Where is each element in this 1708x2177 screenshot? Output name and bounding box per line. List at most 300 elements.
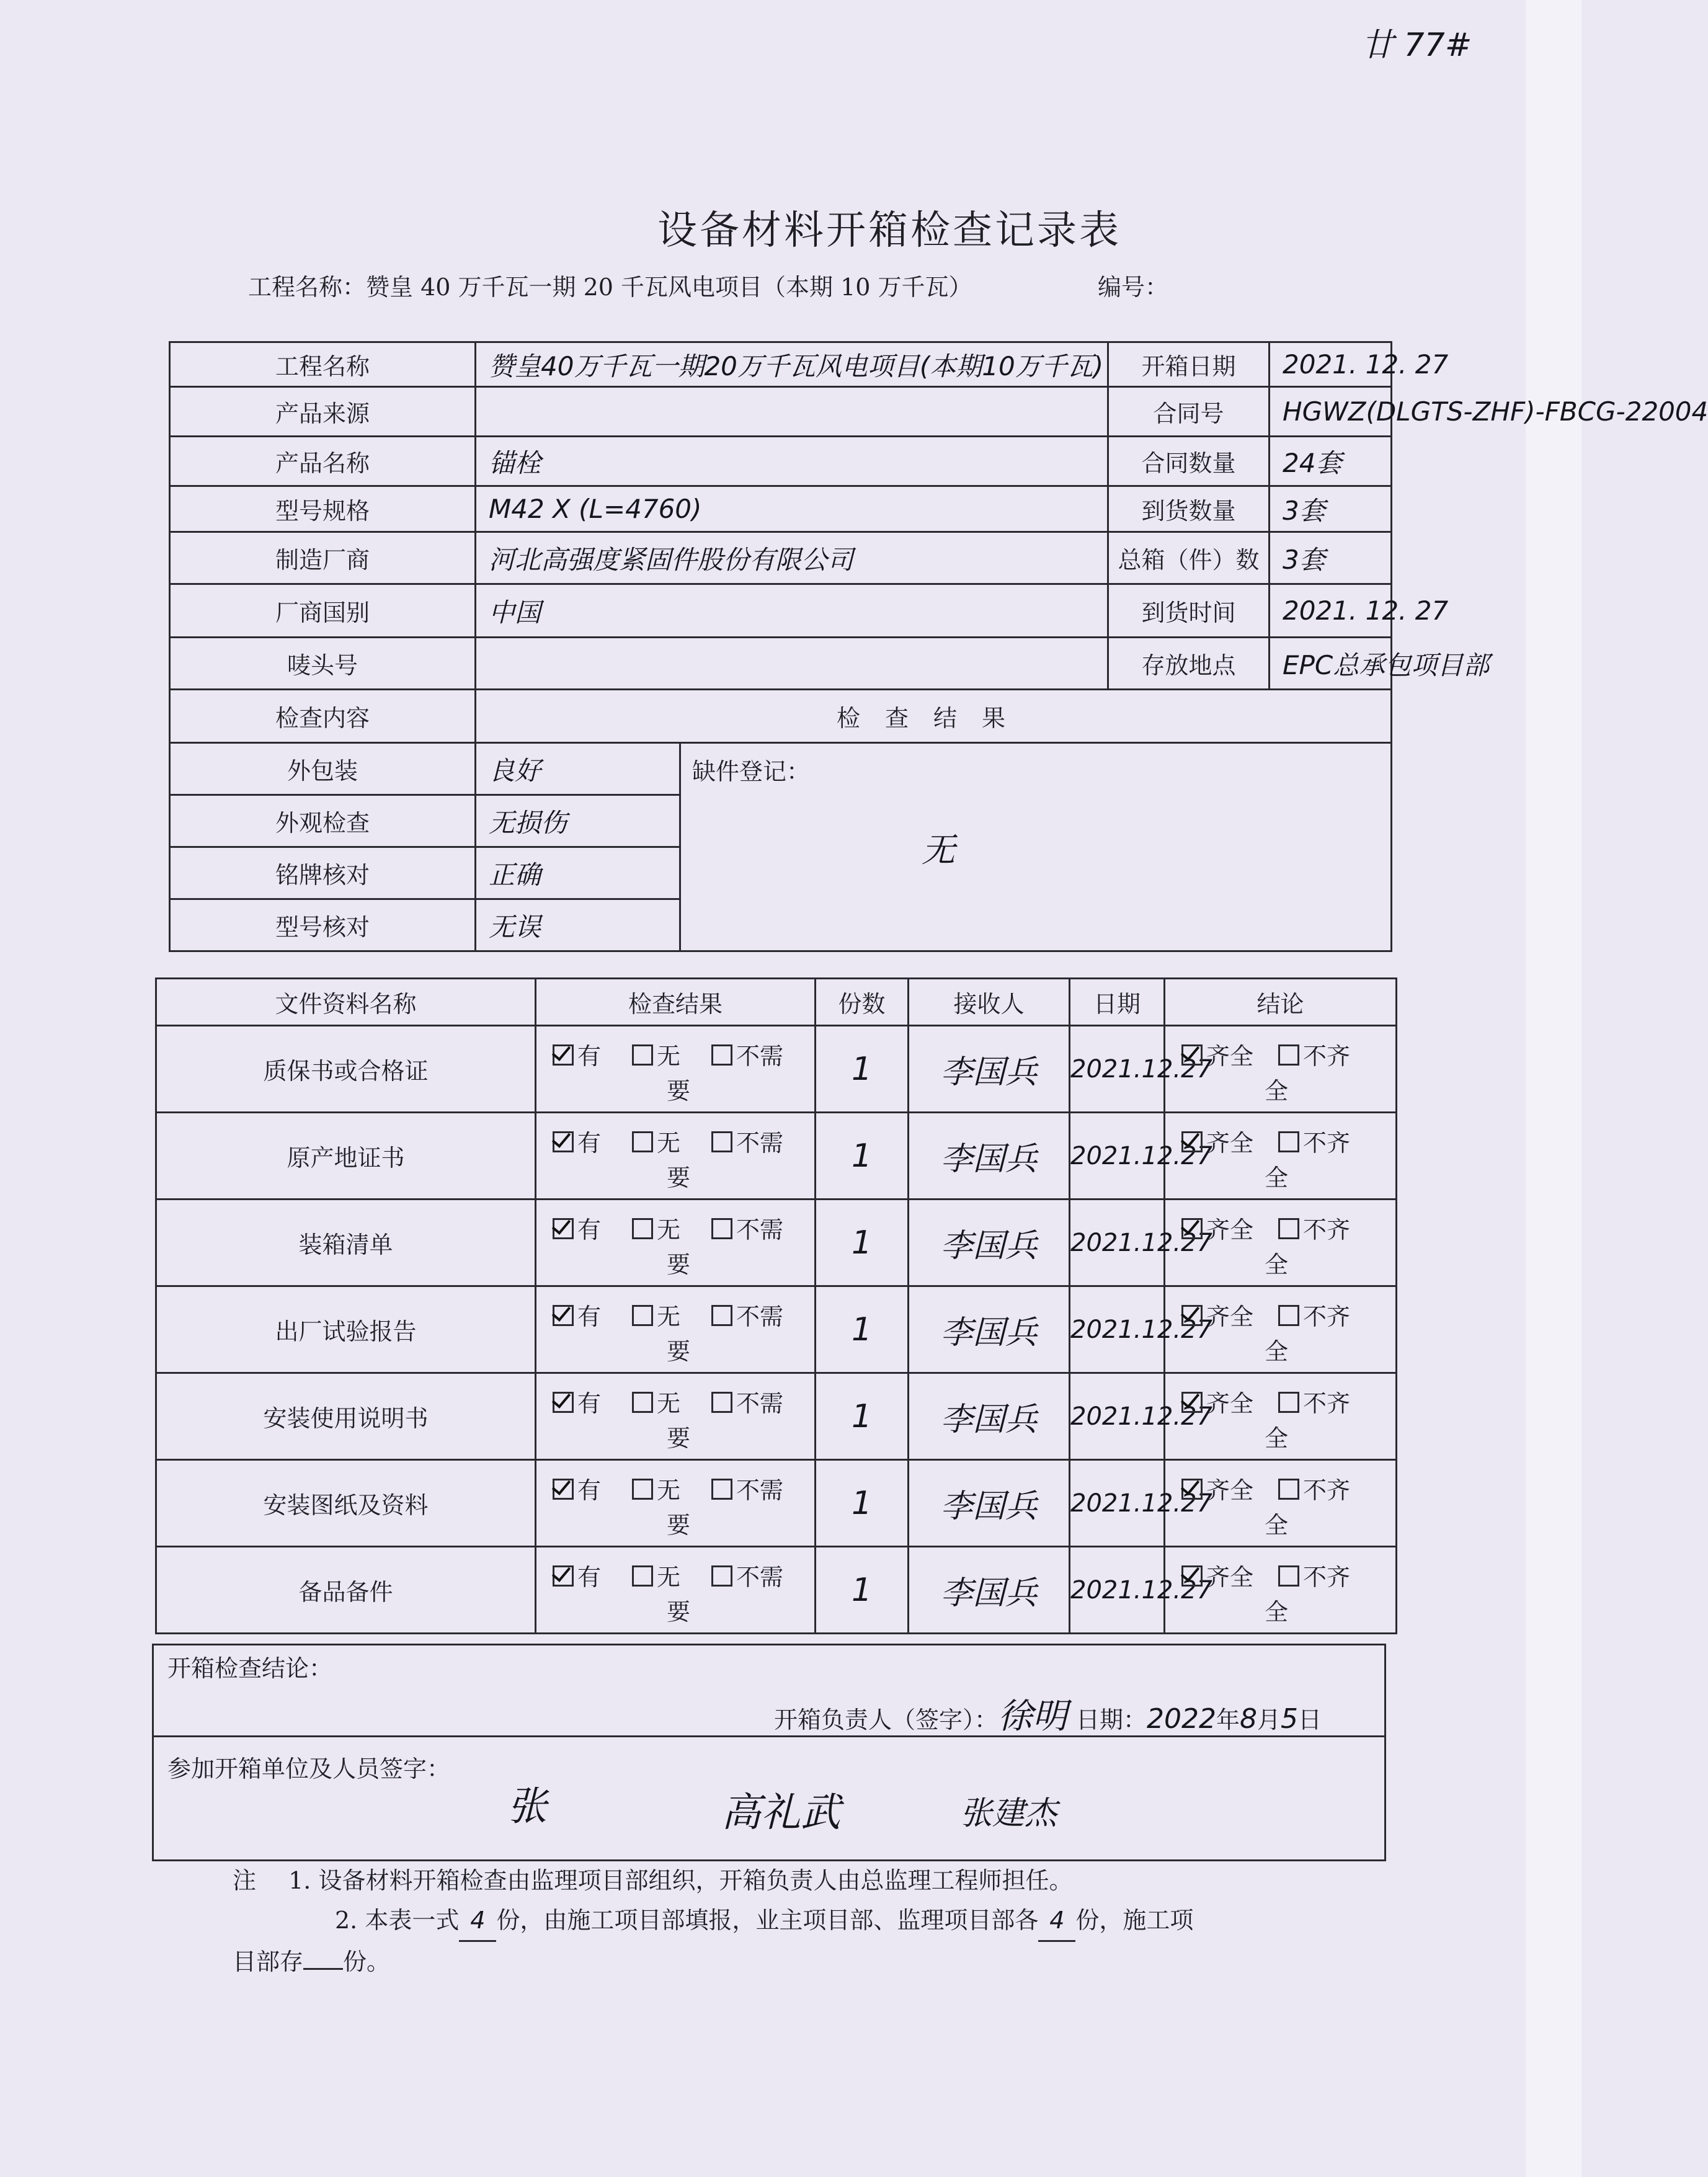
doc-date: 2021.12.27 — [1070, 1402, 1213, 1431]
checkbox-checked-icon — [553, 1044, 574, 1066]
date-day: 5 — [1281, 1703, 1299, 1735]
doc-name: 出厂试验报告 — [275, 1318, 417, 1345]
info-value-cell — [476, 486, 1108, 532]
doc-copies: 1 — [851, 1484, 873, 1522]
option-have-label: 有 — [577, 1216, 602, 1244]
docs-header-receiver-cell — [909, 979, 1070, 1026]
doc-date-cell — [1070, 1026, 1213, 1113]
responsible-label: 开箱负责人（签字）： — [774, 1706, 999, 1734]
check-label-cell — [170, 899, 476, 951]
note-line-1 — [233, 1861, 1349, 1900]
option-not-needed-label: 不需 — [736, 1043, 784, 1070]
check-label: 型号核对 — [275, 914, 370, 941]
info-label-cell — [170, 584, 476, 638]
option-not-needed — [711, 1213, 783, 1247]
option-have-label: 有 — [577, 1303, 602, 1330]
note-3-text-a: 目部存 — [233, 1948, 304, 1975]
option-none-label: 无 — [657, 1303, 681, 1330]
doc-receiver-cell — [909, 1200, 1070, 1286]
conclusion-incomplete — [1278, 1299, 1350, 1334]
doc-name: 质保书或合格证 — [263, 1057, 429, 1085]
conclusion-incomplete-label: 不齐 — [1303, 1303, 1351, 1330]
conclusion-incomplete-label: 不齐 — [1303, 1216, 1351, 1244]
checkbox-empty-icon — [1278, 1479, 1299, 1500]
option-have — [553, 1126, 601, 1160]
option-not-needed — [711, 1126, 783, 1160]
check-value-cell — [476, 743, 680, 795]
note-prefix: 注 — [233, 1867, 257, 1894]
number-label: 编号： — [1098, 274, 1169, 301]
participants-label: 参加开箱单位及人员签字： — [167, 1755, 451, 1783]
doc-name: 装箱清单 — [298, 1231, 393, 1258]
conclusion-incomplete-wrap: 全 — [1265, 1338, 1289, 1365]
info-right-value: 3套 — [1283, 544, 1325, 575]
docs-row — [156, 1373, 1397, 1460]
doc-receiver-cell — [909, 1460, 1070, 1547]
doc-name-cell — [156, 1373, 536, 1460]
doc-check-cell — [536, 1547, 816, 1634]
option-have — [553, 1386, 601, 1421]
note-2-text-b: 份，由施工项目部填报，业主项目部、监理项目部各 — [496, 1907, 1039, 1934]
conclusion-table — [152, 1644, 1386, 1861]
conclusion-complete — [1181, 1386, 1253, 1421]
conclusion-incomplete — [1278, 1126, 1350, 1160]
month-suffix: 月 — [1257, 1706, 1281, 1734]
info-right-label: 到货数量 — [1141, 497, 1236, 525]
docs-header-name: 文件资料名称 — [275, 991, 417, 1018]
participant-signature-2: 高礼武 — [721, 1790, 840, 1836]
option-not-needed-label: 不需 — [736, 1303, 784, 1330]
option-none-wrap: 要 — [667, 1425, 691, 1452]
conclusion-incomplete-label: 不齐 — [1303, 1390, 1351, 1417]
checkbox-checked-icon — [1181, 1565, 1203, 1587]
note-1-text: 1. 设备材料开箱检查由监理项目部组织，开箱负责人由总监理工程师担任。 — [288, 1867, 1073, 1894]
participant-signature-1: 张 — [507, 1784, 547, 1830]
info-value-cell — [476, 437, 1108, 486]
doc-receiver-cell — [909, 1547, 1070, 1634]
doc-conclusion-cell — [1165, 1200, 1397, 1286]
doc-copies-cell — [816, 1200, 909, 1286]
info-left-value: 中国 — [489, 597, 541, 628]
checkbox-empty-icon — [632, 1392, 653, 1413]
conclusion-cell — [153, 1645, 1386, 1737]
docs-row — [156, 1026, 1397, 1113]
conclusion-complete — [1181, 1126, 1253, 1160]
info-right-value: 2021. 12. 27 — [1283, 595, 1449, 626]
checkbox-checked-icon — [1181, 1479, 1203, 1500]
doc-conclusion-cell — [1165, 1373, 1397, 1460]
option-have-label: 有 — [577, 1129, 602, 1157]
docs-header-row — [156, 979, 1397, 1026]
info-right-value-cell — [1270, 584, 1449, 638]
option-none-wrap: 要 — [667, 1338, 691, 1365]
conclusion-incomplete — [1278, 1386, 1350, 1421]
doc-copies-cell — [816, 1286, 909, 1373]
docs-header-conclusion: 结论 — [1257, 991, 1304, 1018]
note-line-3 — [233, 1942, 1349, 1982]
info-right-label: 合同数量 — [1141, 450, 1236, 477]
doc-date: 2021.12.27 — [1070, 1575, 1213, 1605]
option-not-needed-label: 不需 — [736, 1216, 784, 1244]
info-left-value: M42 X (L=4760) — [489, 494, 702, 524]
option-have — [553, 1213, 601, 1247]
checkbox-checked-icon — [553, 1565, 574, 1587]
checkbox-checked-icon — [1181, 1044, 1203, 1066]
option-not-needed — [711, 1299, 783, 1334]
doc-check-cell — [536, 1460, 816, 1547]
info-label-cell — [170, 638, 476, 690]
check-value-cell — [476, 795, 680, 847]
note-3-blank — [303, 1968, 343, 1970]
option-none-label: 无 — [657, 1129, 681, 1157]
conclusion-complete — [1181, 1299, 1253, 1334]
conclusion-incomplete-wrap: 全 — [1265, 1511, 1289, 1539]
doc-conclusion-cell — [1165, 1113, 1397, 1200]
conclusion-complete-label: 齐全 — [1206, 1129, 1254, 1157]
option-none-label: 无 — [657, 1216, 681, 1244]
info-row — [170, 437, 1392, 486]
info-value-cell — [476, 387, 1108, 437]
info-right-value: HGWZ(DLGTS-ZHF)-FBCG-22004 — [1283, 396, 1708, 427]
documents-table — [155, 977, 1397, 1634]
check-result-header: 检查结果 — [837, 705, 1031, 732]
info-left-label: 制造厂商 — [275, 546, 370, 574]
conclusion-complete — [1181, 1039, 1253, 1074]
info-row — [170, 486, 1392, 532]
info-left-label: 型号规格 — [275, 497, 370, 525]
docs-header-copies: 份数 — [838, 991, 886, 1018]
info-right-value: EPC总承包项目部 — [1283, 649, 1490, 680]
option-none-wrap: 要 — [667, 1598, 691, 1626]
note-3-text-b: 份。 — [343, 1948, 391, 1975]
option-none-wrap: 要 — [667, 1511, 691, 1539]
info-right-label-cell — [1108, 437, 1270, 486]
doc-date-cell — [1070, 1200, 1213, 1286]
option-none-label: 无 — [657, 1390, 681, 1417]
info-right-label: 存放地点 — [1141, 652, 1236, 679]
info-table — [169, 341, 1708, 952]
responsible-signature: 徐明 — [998, 1696, 1068, 1737]
docs-header-conclusion-cell — [1165, 979, 1397, 1026]
doc-receiver-signature: 李国兵 — [940, 1401, 1038, 1438]
note-2-copies: 4 — [459, 1900, 496, 1942]
year-suffix: 年 — [1216, 1706, 1240, 1734]
doc-check-cell — [536, 1200, 816, 1286]
info-right-label: 总箱（件）数 — [1118, 546, 1260, 574]
doc-date: 2021.12.27 — [1070, 1054, 1213, 1084]
checkbox-checked-icon — [553, 1305, 574, 1326]
info-value-cell — [476, 532, 1108, 584]
doc-copies-cell — [816, 1026, 909, 1113]
option-have-label: 有 — [577, 1477, 602, 1504]
doc-name: 安装使用说明书 — [263, 1405, 429, 1432]
conclusion-complete-label: 齐全 — [1206, 1303, 1254, 1330]
info-right-value: 3套 — [1283, 495, 1325, 526]
check-content-label-cell — [170, 690, 476, 743]
doc-check-cell — [536, 1113, 816, 1200]
check-result-header-cell — [476, 690, 1392, 743]
info-right-label-cell — [1108, 638, 1270, 690]
option-not-needed — [711, 1560, 783, 1595]
conclusion-incomplete-wrap: 全 — [1265, 1077, 1289, 1105]
info-right-value-cell — [1270, 638, 1490, 690]
scan-edge-shade — [1526, 0, 1581, 2177]
check-header-row — [170, 690, 1392, 743]
project-name-value: 赞皇 40 万千瓦一期 20 千瓦风电项目（本期 10 万千瓦） — [366, 274, 972, 301]
option-none-wrap: 要 — [667, 1164, 691, 1191]
check-content-label: 检查内容 — [275, 705, 370, 732]
option-not-needed-label: 不需 — [736, 1390, 784, 1417]
info-right-label-cell — [1108, 342, 1270, 387]
option-none-label: 无 — [657, 1477, 681, 1504]
doc-conclusion-cell — [1165, 1547, 1397, 1634]
option-have-label: 有 — [577, 1390, 602, 1417]
conclusion-complete — [1181, 1473, 1253, 1508]
doc-copies-cell — [816, 1113, 909, 1200]
note-2-text-c: 份，施工项 — [1075, 1907, 1194, 1934]
checkbox-empty-icon — [632, 1479, 653, 1500]
checkbox-empty-icon — [711, 1305, 732, 1326]
doc-receiver-cell — [909, 1026, 1070, 1113]
check-label: 外观检查 — [275, 809, 370, 837]
checkbox-checked-icon — [1181, 1392, 1203, 1413]
doc-name-cell — [156, 1113, 536, 1200]
doc-receiver-signature: 李国兵 — [940, 1314, 1038, 1351]
doc-date: 2021.12.27 — [1070, 1141, 1213, 1170]
checkbox-empty-icon — [1278, 1305, 1299, 1326]
info-row — [170, 584, 1392, 638]
docs-header-result: 检查结果 — [628, 991, 723, 1018]
info-right-value: 2021. 12. 27 — [1283, 349, 1449, 380]
docs-header-date-cell — [1070, 979, 1165, 1026]
info-right-value-cell — [1270, 387, 1708, 437]
info-right-label-cell — [1108, 486, 1270, 532]
check-label-cell — [170, 847, 476, 899]
option-not-needed-label: 不需 — [736, 1129, 784, 1157]
info-right-value-cell — [1270, 486, 1392, 532]
doc-conclusion-cell — [1165, 1026, 1397, 1113]
conclusion-complete-label: 齐全 — [1206, 1043, 1254, 1070]
info-left-value: 河北高强度紧固件股份有限公司 — [489, 544, 854, 575]
checkbox-empty-icon — [632, 1305, 653, 1326]
conclusion-incomplete — [1278, 1213, 1350, 1247]
check-value-cell — [476, 847, 680, 899]
doc-receiver-cell — [909, 1286, 1070, 1373]
conclusion-complete-label: 齐全 — [1206, 1390, 1254, 1417]
info-right-label: 开箱日期 — [1141, 353, 1236, 380]
option-have — [553, 1039, 601, 1074]
check-value: 无误 — [489, 911, 541, 942]
info-value-cell — [476, 584, 1108, 638]
info-left-label: 产品来源 — [275, 400, 370, 427]
doc-copies: 1 — [851, 1571, 873, 1609]
info-right-label-cell — [1108, 387, 1270, 437]
notes-section — [233, 1861, 1349, 1982]
checkbox-empty-icon — [1278, 1044, 1299, 1066]
info-value-cell — [476, 638, 1108, 690]
form-subtitle — [248, 268, 1169, 302]
conclusion-complete — [1181, 1560, 1253, 1595]
checkbox-checked-icon — [553, 1131, 574, 1152]
checkbox-checked-icon — [553, 1479, 574, 1500]
doc-receiver-signature: 李国兵 — [940, 1488, 1038, 1525]
checkbox-empty-icon — [632, 1565, 653, 1587]
check-value: 无损伤 — [489, 807, 567, 838]
doc-date-cell — [1070, 1547, 1213, 1634]
conclusion-incomplete-label: 不齐 — [1303, 1477, 1351, 1504]
checkbox-empty-icon — [711, 1479, 732, 1500]
checkbox-empty-icon — [632, 1131, 653, 1152]
checkbox-empty-icon — [1278, 1218, 1299, 1239]
conclusion-incomplete — [1278, 1473, 1350, 1508]
conclusion-incomplete-wrap: 全 — [1265, 1251, 1289, 1278]
corner-handwritten-mark: 廿 77# — [1361, 27, 1472, 64]
conclusion-complete-label: 齐全 — [1206, 1216, 1254, 1244]
conclusion-complete-label: 齐全 — [1206, 1477, 1254, 1504]
checkbox-checked-icon — [1181, 1131, 1203, 1152]
date-year: 2022 — [1147, 1703, 1217, 1735]
doc-check-cell — [536, 1373, 816, 1460]
participants-cell — [153, 1737, 1386, 1861]
project-name-label: 工程名称： — [248, 274, 367, 301]
doc-name-cell — [156, 1547, 536, 1634]
info-left-label: 唛头号 — [287, 652, 358, 679]
info-label-cell — [170, 342, 476, 387]
check-value: 正确 — [489, 859, 541, 890]
info-row — [170, 532, 1392, 584]
doc-date: 2021.12.27 — [1070, 1489, 1213, 1518]
checkbox-empty-icon — [632, 1044, 653, 1066]
doc-check-cell — [536, 1286, 816, 1373]
docs-header-copies-cell — [816, 979, 909, 1026]
conclusion-incomplete-wrap: 全 — [1265, 1164, 1289, 1191]
option-none — [632, 1299, 680, 1334]
doc-name: 备品备件 — [298, 1578, 393, 1606]
date-label: 日期： — [1076, 1706, 1147, 1734]
conclusion-incomplete-wrap: 全 — [1265, 1425, 1289, 1452]
doc-receiver-signature: 李国兵 — [940, 1575, 1038, 1612]
option-not-needed — [711, 1386, 783, 1421]
checkbox-empty-icon — [632, 1218, 653, 1239]
info-right-label: 到货时间 — [1141, 599, 1236, 626]
check-value-cell — [476, 899, 680, 951]
doc-name: 原产地证书 — [287, 1144, 405, 1172]
missing-parts-cell — [680, 743, 1392, 951]
docs-header-result-cell — [536, 979, 816, 1026]
responsible-line — [774, 1689, 1322, 1738]
conclusion-complete — [1181, 1213, 1253, 1247]
docs-header-date: 日期 — [1093, 991, 1141, 1018]
checkbox-checked-icon — [553, 1392, 574, 1413]
doc-receiver-cell — [909, 1113, 1070, 1200]
doc-name-cell — [156, 1026, 536, 1113]
doc-copies: 1 — [851, 1137, 873, 1175]
option-have-label: 有 — [577, 1043, 602, 1070]
info-left-label: 工程名称 — [275, 353, 370, 380]
conclusion-incomplete — [1278, 1560, 1350, 1595]
conclusion-incomplete-wrap: 全 — [1265, 1598, 1289, 1626]
doc-date-cell — [1070, 1113, 1213, 1200]
option-none — [632, 1386, 680, 1421]
checkbox-empty-icon — [1278, 1392, 1299, 1413]
check-label: 外包装 — [287, 757, 358, 785]
doc-receiver-signature: 李国兵 — [940, 1141, 1038, 1178]
doc-name-cell — [156, 1460, 536, 1547]
doc-name-cell — [156, 1286, 536, 1373]
note-line-2 — [233, 1900, 1349, 1942]
option-none-label: 无 — [657, 1043, 681, 1070]
doc-receiver-signature: 李国兵 — [940, 1054, 1038, 1091]
docs-header-name-cell — [156, 979, 536, 1026]
option-none — [632, 1039, 680, 1074]
doc-date: 2021.12.27 — [1070, 1228, 1213, 1257]
option-none — [632, 1473, 680, 1508]
doc-check-cell — [536, 1026, 816, 1113]
info-right-label-cell — [1108, 584, 1270, 638]
checkbox-empty-icon — [711, 1565, 732, 1587]
info-label-cell — [170, 437, 476, 486]
option-have — [553, 1560, 601, 1595]
conclusion-complete-label: 齐全 — [1206, 1564, 1254, 1591]
info-row — [170, 387, 1392, 437]
info-value-cell — [476, 342, 1108, 387]
info-left-value: 锚栓 — [489, 447, 541, 478]
conclusion-incomplete — [1278, 1039, 1350, 1074]
check-row — [170, 743, 1392, 795]
doc-name-cell — [156, 1200, 536, 1286]
docs-header-receiver: 接收人 — [953, 991, 1025, 1018]
doc-date: 2021.12.27 — [1070, 1315, 1213, 1344]
note-2-text-a: 2. 本表一式 — [335, 1907, 460, 1934]
option-none — [632, 1560, 680, 1595]
checkbox-empty-icon — [711, 1044, 732, 1066]
note-2-each: 4 — [1038, 1900, 1075, 1942]
doc-copies: 1 — [851, 1224, 873, 1262]
form-title: 设备材料开箱检查记录表 — [657, 208, 1121, 254]
docs-row — [156, 1113, 1397, 1200]
checkbox-empty-icon — [1278, 1131, 1299, 1152]
docs-row — [156, 1460, 1397, 1547]
option-not-needed-label: 不需 — [736, 1477, 784, 1504]
docs-row — [156, 1547, 1397, 1634]
doc-copies: 1 — [851, 1311, 873, 1348]
option-have — [553, 1299, 601, 1334]
checkbox-empty-icon — [1278, 1565, 1299, 1587]
option-not-needed — [711, 1473, 783, 1508]
doc-date-cell — [1070, 1286, 1213, 1373]
conclusion-incomplete-label: 不齐 — [1303, 1043, 1351, 1070]
doc-copies-cell — [816, 1373, 909, 1460]
missing-parts-label: 缺件登记： — [692, 758, 811, 785]
info-label-cell — [170, 387, 476, 437]
date-month: 8 — [1240, 1703, 1258, 1735]
doc-copies: 1 — [851, 1050, 873, 1088]
docs-row — [156, 1200, 1397, 1286]
doc-date-cell — [1070, 1460, 1213, 1547]
checkbox-empty-icon — [711, 1392, 732, 1413]
option-none — [632, 1213, 680, 1247]
info-right-label: 合同号 — [1153, 400, 1224, 427]
option-have — [553, 1473, 601, 1508]
missing-parts-value: 无 — [922, 830, 955, 870]
checkbox-checked-icon — [553, 1218, 574, 1239]
doc-receiver-cell — [909, 1373, 1070, 1460]
conclusion-incomplete-label: 不齐 — [1303, 1564, 1351, 1591]
checkbox-checked-icon — [1181, 1218, 1203, 1239]
doc-copies: 1 — [851, 1397, 873, 1435]
doc-name: 安装图纸及资料 — [263, 1492, 429, 1519]
option-none — [632, 1126, 680, 1160]
